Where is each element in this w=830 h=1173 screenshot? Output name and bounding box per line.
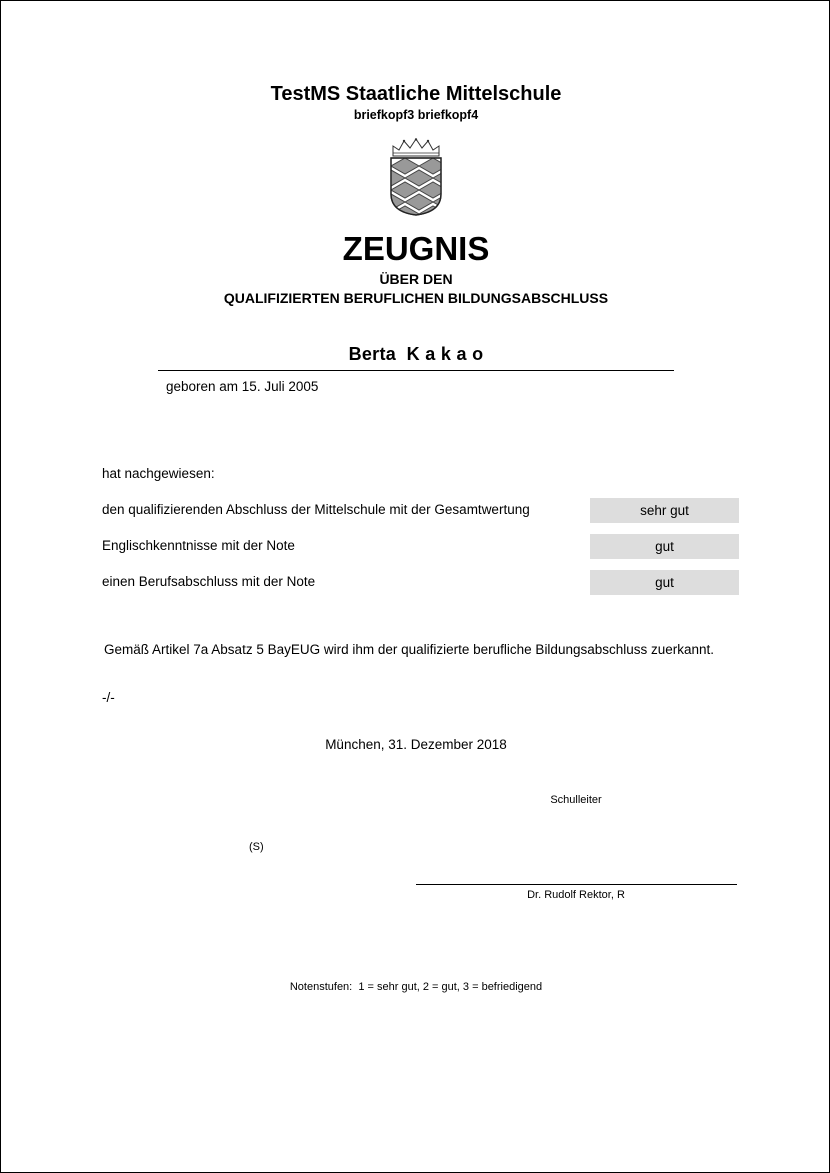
achievement-label-english: Englischkenntnisse mit der Note [102,538,295,553]
name-underline [158,370,674,371]
achievement-label-overall: den qualifizierenden Abschluss der Mittelschule mit der Gesamtwertung [102,502,530,517]
grade-box-vocational: gut [590,570,739,595]
grade-box-english: gut [590,534,739,559]
remarks: -/- [102,690,115,705]
document-subtitle-2: QUALIFIZIERTEN BERUFLICHEN BILDUNGSABSCHLUSS [223,290,609,306]
document-title: ZEUGNIS [342,230,490,267]
school-name: TestMS Staatliche Mittelschule [270,83,562,105]
legal-statement: Gemäß Artikel 7a Absatz 5 BayEUG wird ihm der qualifizierte berufliche Bildungsabschluss zuerkannt. [104,642,715,657]
document-subtitle-1: ÜBER DEN [379,271,453,287]
signature-role: Schulleiter [550,794,602,806]
grading-scale-footnote: Notenstufen: 1 = sehr gut, 2 = gut, 3 = befriedigend [289,981,543,993]
seal-mark: (S) [249,841,264,853]
grade-box-overall: sehr gut [590,498,739,523]
signer-name: Dr. Rudolf Rektor, R [527,889,625,901]
bavarian-coat-of-arms-icon [387,138,445,216]
place-and-date: München, 31. Dezember 2018 [325,737,507,752]
achievements-intro: hat nachgewiesen: [102,466,215,481]
birth-date: geboren am 15. Juli 2005 [166,379,319,394]
signature-line [416,884,737,885]
letterhead-line: briefkopf3 briefkopf4 [353,108,479,122]
student-name: Berta K a k a o [348,344,484,364]
achievement-label-vocational: einen Berufsabschluss mit der Note [102,574,316,589]
